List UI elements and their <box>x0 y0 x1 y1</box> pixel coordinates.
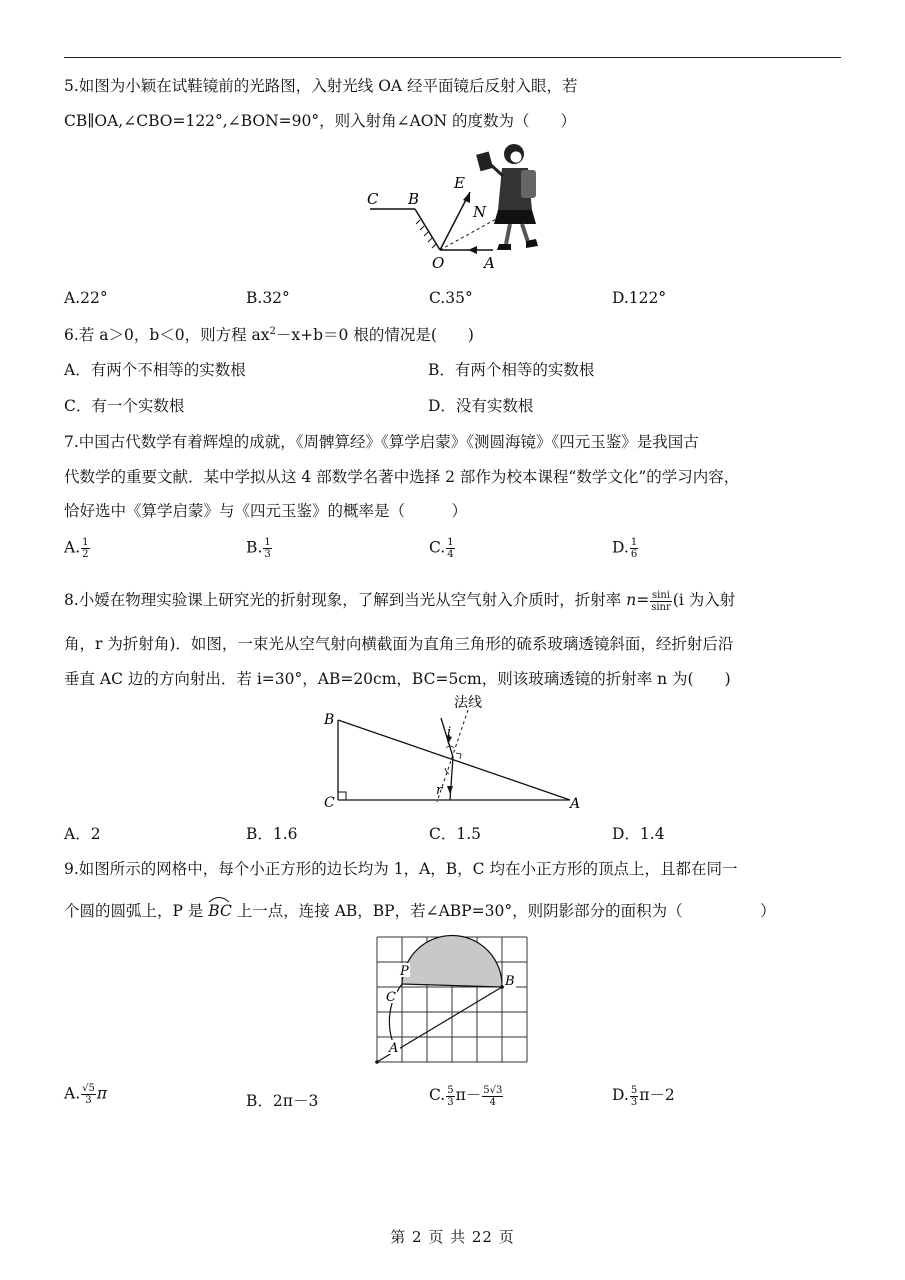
q8-option-b[interactable]: B．1.6 <box>246 825 298 843</box>
q9-label-b: B <box>505 974 515 989</box>
q9-option-a-den: 3 <box>85 1095 92 1106</box>
q9-label-p: P <box>400 964 409 979</box>
q9-label-a: A <box>389 1041 399 1056</box>
q9-option-b[interactable]: B．2π－3 <box>246 1092 319 1110</box>
q9-option-d-den: 3 <box>630 1096 638 1108</box>
q9-option-d-num: 5 <box>630 1084 638 1096</box>
q7-option-b-num: 1 <box>264 537 271 548</box>
q5-label-e: E <box>454 174 465 192</box>
q7-option-a-prefix: A. <box>64 538 81 557</box>
q7-option-c-num: 1 <box>447 537 454 548</box>
q7-option-c-prefix: C. <box>429 538 446 557</box>
q9-option-c-num1: 5 <box>447 1084 454 1096</box>
q6-stem-b: －x+b＝0 根的情况是( ) <box>275 326 474 344</box>
q5-label-a: A <box>484 254 495 272</box>
q8-frac-num: sini <box>652 589 670 601</box>
arc-mark-icon <box>208 895 230 903</box>
q7-option-a-num: 1 <box>82 537 89 548</box>
q9-stem-line2-b: 上一点，连接 AB，BP，若∠ABP=30°，则阴影部分的面积为（ ） <box>236 902 776 920</box>
q8-label-r: r <box>436 783 443 798</box>
q8-prism-figure <box>320 690 590 812</box>
q7-option-c[interactable] <box>429 537 456 560</box>
q5-stem-line2: CB∥OA,∠CBO=122°,∠BON=90°，则入射角∠AON 的度数为（ ） <box>64 112 576 130</box>
q7-stem-line3: 恰好选中《算学启蒙》与《四元玉鉴》的概率是（ ） <box>64 502 468 520</box>
q5-option-c[interactable]: C.35° <box>429 289 473 307</box>
q7-option-d-den: 6 <box>630 549 638 560</box>
q8-label-i: i <box>447 725 452 740</box>
q7-option-d-num: 1 <box>630 537 638 548</box>
q8-option-d[interactable]: D．1.4 <box>612 825 665 843</box>
q7-option-a[interactable] <box>64 537 91 560</box>
page-footer: 第 2 页 共 22 页 <box>390 1228 515 1246</box>
girl-illustration <box>476 144 538 250</box>
q9-option-c-den1: 3 <box>447 1096 454 1108</box>
q5-option-d[interactable]: D.122° <box>612 289 667 307</box>
q9-option-a[interactable] <box>64 1083 107 1106</box>
q9-arc-text: BC <box>208 902 232 920</box>
q9-option-c[interactable] <box>429 1083 504 1108</box>
q9-option-d-suffix: π－2 <box>639 1086 675 1104</box>
q8-stem-line3: 垂直 AC 边的方向射出．若 i=30°，AB=20cm，BC=5cm，则该玻璃透镜的折射率 n 为( ) <box>64 670 731 688</box>
q8-label-b: B <box>324 712 335 728</box>
q5-stem-line1: 5.如图为小颖在试鞋镜前的光路图，入射光线 OA 经平面镜后反射入眼，若 <box>64 77 578 95</box>
q6-option-b[interactable]: B．有两个相等的实数根 <box>428 361 595 379</box>
q5-label-c: C <box>367 190 379 208</box>
q9-option-c-mid: π－ <box>455 1086 482 1104</box>
q9-option-a-prefix: A. <box>64 1084 81 1103</box>
q5-label-b: B <box>408 190 420 208</box>
q8-stem-line2: 角，r 为折射角)．如图，一束光从空气射向横截面为直角三角形的硫系玻璃透镜斜面，经折射后沿 <box>64 635 734 653</box>
q7-option-c-den: 4 <box>447 549 454 560</box>
q9-option-d-prefix: D. <box>612 1086 629 1104</box>
q9-arc-bc <box>208 899 232 920</box>
q8-stem-line1-b: (i 为入射 <box>672 591 736 609</box>
q7-option-b-prefix: B. <box>246 538 263 557</box>
q8-stem-line1-a: 8.小嫒在物理实验课上研究光的折射现象，了解到当光从空气射入介质时，折射率 <box>64 591 622 609</box>
q7-option-d-prefix: D. <box>612 538 629 557</box>
q7-option-a-den: 2 <box>82 549 89 560</box>
q9-grid-figure <box>370 932 532 1066</box>
q8-label-c: C <box>324 795 335 811</box>
q8-label-a: A <box>570 796 581 812</box>
q6-option-c[interactable]: C．有一个实数根 <box>64 397 185 415</box>
q6-stem <box>64 323 474 345</box>
q6-option-d[interactable]: D．没有实数根 <box>428 397 534 415</box>
q6-stem-a: 6.若 a＞0，b＜0，则方程 ax <box>64 326 270 344</box>
q9-label-c: C <box>386 990 396 1005</box>
q9-option-c-num2: 5√3 <box>483 1084 503 1096</box>
q9-stem-line2-a: 个圆的圆弧上，P 是 <box>64 902 204 920</box>
q9-option-a-suffix: π <box>96 1084 108 1103</box>
q5-label-n: N <box>473 203 487 221</box>
q5-mirror-figure <box>360 140 550 275</box>
q8-label-normal: 法线 <box>454 695 482 711</box>
q9-option-a-num: √5 <box>82 1083 95 1094</box>
q6-option-a[interactable]: A．有两个不相等的实数根 <box>64 361 246 379</box>
q8-frac-den: sinr <box>651 601 671 613</box>
q9-stem-line2 <box>64 899 776 921</box>
q9-option-c-prefix: C. <box>429 1086 446 1104</box>
q9-stem-line1: 9.如图所示的网格中，每个小正方形的边长均为 1，A，B，C 均在小正方形的顶点上，且都在同一 <box>64 860 738 878</box>
q8-option-c[interactable]: C．1.5 <box>429 825 482 843</box>
q6-stem-sup: 2 <box>269 325 276 337</box>
q7-stem-line1: 7.中国古代数学有着辉煌的成就，《周髀算经》《算学启蒙》《测圆海镜》《四元玉鉴》是我国古 <box>64 433 699 451</box>
q7-stem-line2: 代数学的重要文献．某中学拟从这 4 部数学名著中选择 2 部作为校本课程“数学文化”的学习内容， <box>64 468 740 486</box>
q5-label-o: O <box>432 254 445 272</box>
header-rule <box>64 57 841 58</box>
q5-option-a[interactable]: A.22° <box>64 289 108 307</box>
q5-option-b[interactable]: B.32° <box>246 289 290 307</box>
q7-option-d[interactable] <box>612 537 639 560</box>
q7-option-b[interactable] <box>246 537 273 560</box>
q9-option-d[interactable] <box>612 1083 675 1108</box>
q8-option-a[interactable]: A．2 <box>64 825 101 843</box>
q7-option-b-den: 3 <box>264 549 271 560</box>
q8-stem-line1 <box>64 588 735 613</box>
q8-n-eq: n= <box>626 591 650 609</box>
q9-option-c-den2: 4 <box>489 1096 497 1108</box>
